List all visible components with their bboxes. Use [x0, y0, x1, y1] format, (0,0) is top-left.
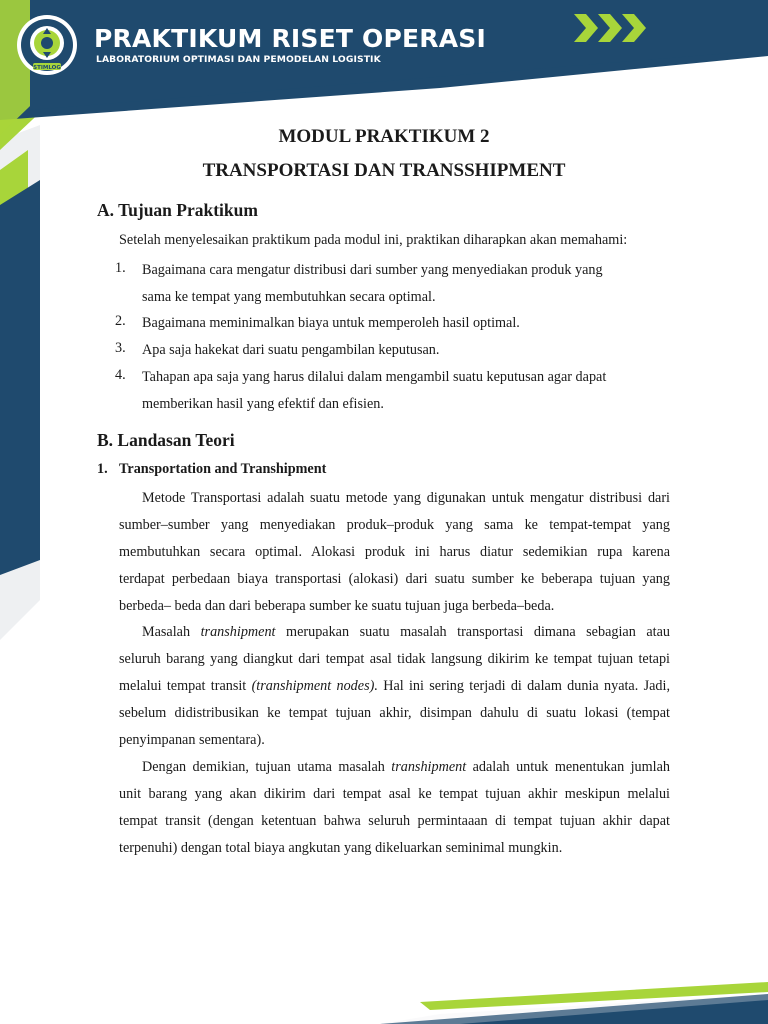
- list-item-number: 2.: [115, 313, 126, 329]
- list-item-number: 4.: [115, 367, 126, 383]
- header-title: PRAKTIKUM RISET OPERASI: [94, 24, 487, 53]
- list-item: Apa saja hakekat dari suatu pengambilan keputusan.: [142, 342, 440, 358]
- module-title: MODUL PRAKTIKUM 2: [278, 126, 490, 147]
- intro-text: Setelah menyelesaikan praktikum pada modul ini, praktikan diharapkan akan memahami:: [119, 232, 628, 248]
- header-subtitle: LABORATORIUM OPTIMASI DAN PEMODELAN LOGISTIK: [96, 54, 381, 65]
- subsection-number: 1.: [97, 461, 108, 477]
- paragraph-line: sumber–sumber yang menyediakan produk–produk yang sama ke tempat-tempat yang: [119, 517, 670, 533]
- paragraph-line: terdapat perbedaan biaya transportasi (alokasi) dari suatu sumber ke beberapa tujuan yang: [119, 571, 670, 587]
- paragraph-line: tempat transit (dengan ketentuan bahwa seluruh permintaaan di tempat tujuan akhir dapat: [119, 813, 670, 829]
- subsection-heading: Transportation and Transhipment: [119, 461, 327, 477]
- paragraph-line: melalui tempat transit (transhipment nodes). Hal ini sering terjadi di dalam dunia nyata. Jadi,: [119, 678, 670, 694]
- left-navy-block: [0, 180, 40, 575]
- svg-text:STIMLOG: STIMLOG: [33, 65, 61, 71]
- paragraph-line: membutuhkan secara optimal. Alokasi produk ini harus diatur sedemikian rupa karena: [119, 544, 670, 560]
- paragraph-line: terpenuhi) dengan total biaya angkutan yang dikeluarkan seminimal mungkin.: [119, 840, 563, 856]
- list-item-number: 1.: [115, 260, 126, 276]
- paragraph-line: penyimpanan sementara).: [119, 732, 265, 748]
- list-item: Bagaimana cara mengatur distribusi dari sumber yang menyediakan produk yang: [142, 262, 603, 278]
- list-item-continuation: sama ke tempat yang membutuhkan secara optimal.: [142, 289, 436, 305]
- list-item: Tahapan apa saja yang harus dilalui dalam mengambil suatu keputusan agar dapat: [142, 369, 607, 385]
- paragraph-line: unit barang yang akan dikirim dari tempat asal ke tempat tujuan akhir meskipun melalui: [119, 786, 670, 802]
- paragraph-line: berbeda– beda dan dari beberapa sumber ke suatu tujuan juga berbeda–beda.: [119, 598, 555, 614]
- paragraph-line: Metode Transportasi adalah suatu metode yang digunakan untuk mengatur distribusi dari: [142, 490, 670, 506]
- module-subtitle: TRANSPORTASI DAN TRANSSHIPMENT: [202, 160, 566, 181]
- section-b-heading: B. Landasan Teori: [97, 430, 235, 450]
- paragraph-line: Dengan demikian, tujuan utama masalah transhipment adalah untuk menentukan jumlah: [142, 759, 671, 775]
- list-item: Bagaimana meminimalkan biaya untuk memperoleh hasil optimal.: [142, 315, 520, 331]
- paragraph-line: Masalah transhipment merupakan suatu masalah transportasi dimana sebagian atau: [142, 624, 670, 640]
- paragraph-line: sebelum didistribusikan ke tempat tujuan akhir, disimpan dahulu di suatu lokasi (tempat: [119, 705, 670, 721]
- paragraph-line: seluruh barang yang diangkut dari tempat asal tidak langsung dikirim ke tempat tujuan tetapi: [119, 651, 670, 667]
- list-item-number: 3.: [115, 340, 126, 356]
- stimlog-logo: [16, 14, 78, 76]
- section-a-heading: A. Tujuan Praktikum: [97, 200, 258, 220]
- list-item-continuation: memberikan hasil yang efektif dan efisien.: [142, 396, 384, 412]
